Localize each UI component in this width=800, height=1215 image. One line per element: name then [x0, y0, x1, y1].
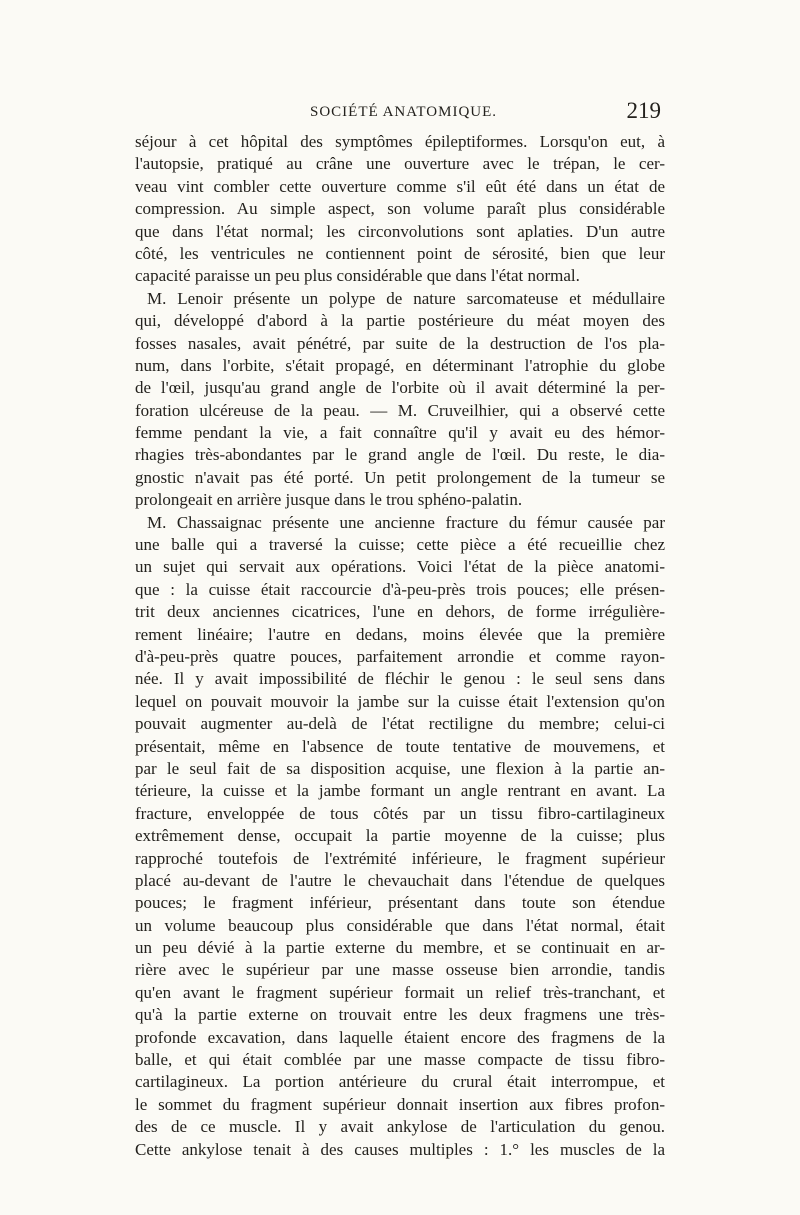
text-line: un peu dévié à la partie externe du membre, et se continuait en ar- [135, 938, 665, 958]
text-line: placé au-devant de l'autre le chevauchait dans l'étendue de quelques [135, 870, 665, 890]
text-line: présentait, même en l'absence de toute tentative de mouvemens, et [135, 736, 665, 756]
text-line: gnostic n'avait pas été porté. Un petit prolongement de la tumeur se [135, 467, 665, 487]
running-title: SOCIÉTÉ ANATOMIQUE. [310, 104, 498, 120]
text-line: par le seul fait de sa disposition acquise, une flexion à la partie an- [135, 758, 665, 778]
text-line: balle, et qui était comblée par une masse compacte de tissu fibro- [135, 1050, 665, 1070]
text-line: rapproché toutefois de l'extrémité inférieure, le fragment supérieur [135, 848, 665, 868]
text-line: côté, les ventricules ne contiennent point de sérosité, bien que leur [135, 243, 665, 263]
page-header [135, 98, 665, 128]
text-line: cartilagineux. La portion antérieure du crural était interrompue, et [135, 1072, 665, 1092]
text-line: profonde excavation, dans laquelle étaient encore des fragmens de la [135, 1027, 665, 1047]
text-line: pouvait augmenter au-delà de l'état rectiligne du membre; celui-ci [135, 714, 665, 734]
text-line: M. Lenoir présente un polype de nature sarcomateuse et médullaire [147, 288, 665, 308]
text-line: veau vint combler cette ouverture comme s'il eût été dans un état de [135, 176, 665, 196]
text-line: fosses nasales, avait pénétré, par suite de la destruction de l'os pla- [135, 333, 665, 353]
text-line: séjour à cet hôpital des symptômes épileptiformes. Lorsqu'on eut, à [135, 132, 665, 151]
text-line: l'autopsie, pratiqué au crâne une ouverture avec le trépan, le cer- [135, 154, 665, 174]
text-line: un volume beaucoup plus considérable que dans l'état normal, était [135, 915, 665, 935]
body-text [135, 131, 665, 1161]
text-line: des de ce muscle. Il y avait ankylose de l'articulation du genou. [135, 1117, 665, 1137]
text-line: trit deux anciennes cicatrices, l'une en dehors, de forme irrégulière- [135, 602, 665, 622]
text-line: d'à-peu-près quatre pouces, parfaitement arrondie et comme rayon- [135, 646, 665, 666]
text-line: que : la cuisse était raccourcie d'à-peu-près trois pouces; elle présen- [135, 579, 665, 599]
text-line: rière avec le supérieur par une masse osseuse bien arrondie, tandis [135, 960, 665, 980]
text-line: que dans l'état normal; les circonvolutions sont aplaties. D'un autre [135, 221, 665, 241]
text-line: lequel on pouvait mouvoir la jambe sur la cuisse était l'extension qu'on [135, 691, 665, 711]
text-line: num, dans l'orbite, s'était propagé, en déterminant l'atrophie du globe [135, 355, 665, 375]
text-line: femme pendant la vie, a fait connaître qu'il y avait eu des hémor- [135, 423, 665, 443]
text-line: extrêmement dense, occupait la partie moyenne de la cuisse; plus [135, 826, 665, 846]
text-line: née. Il y avait impossibilité de fléchir le genou : le seul sens dans [135, 669, 665, 689]
text-line: prolongeait en arrière jusque dans le trou sphéno-palatin. [135, 490, 523, 510]
text-line: qu'en avant le fragment supérieur formait un relief très-tranchant, et [135, 982, 665, 1002]
text-line: fracture, enveloppée de tous côtés par un tissu fibro-cartilagineux [135, 803, 665, 823]
text-line: térieure, la cuisse et la jambe formant un angle rentrant en avant. La [135, 781, 665, 801]
text-line: de l'œil, jusqu'au grand angle de l'orbite où il avait déterminé la per- [135, 378, 665, 398]
text-line: qui, développé d'abord à la partie postérieure du méat moyen des [135, 311, 665, 331]
text-line: Cette ankylose tenait à des causes multiples : 1.° les muscles de la [135, 1139, 665, 1159]
text-line: foration ulcéreuse de la peau. — M. Cruveilhier, qui a observé cette [135, 400, 665, 420]
page-number: 219 [626, 98, 661, 123]
text-line: rhagies très-abondantes par le grand angle de l'œil. Du reste, le dia- [135, 445, 665, 465]
text-line: capacité paraisse un peu plus considérable que dans l'état normal. [135, 266, 580, 286]
text-line: le sommet du fragment supérieur donnait insertion aux fibres profon- [135, 1094, 665, 1114]
text-line: compression. Au simple aspect, son volume paraît plus considérable [135, 199, 665, 219]
text-line: un sujet qui servait aux opérations. Voici l'état de la pièce anatomi- [135, 557, 665, 577]
text-line: une balle qui a traversé la cuisse; cette pièce a été recueillie chez [135, 535, 665, 555]
text-line: qu'à la partie externe on trouvait entre les deux fragmens une très- [135, 1005, 665, 1025]
text-line: rement linéaire; l'autre en dedans, moins élevée que la première [135, 624, 665, 644]
text-line: pouces; le fragment inférieur, présentant dans toute son étendue [135, 893, 665, 913]
text-line: M. Chassaignac présente une ancienne fracture du fémur causée par [147, 512, 665, 532]
